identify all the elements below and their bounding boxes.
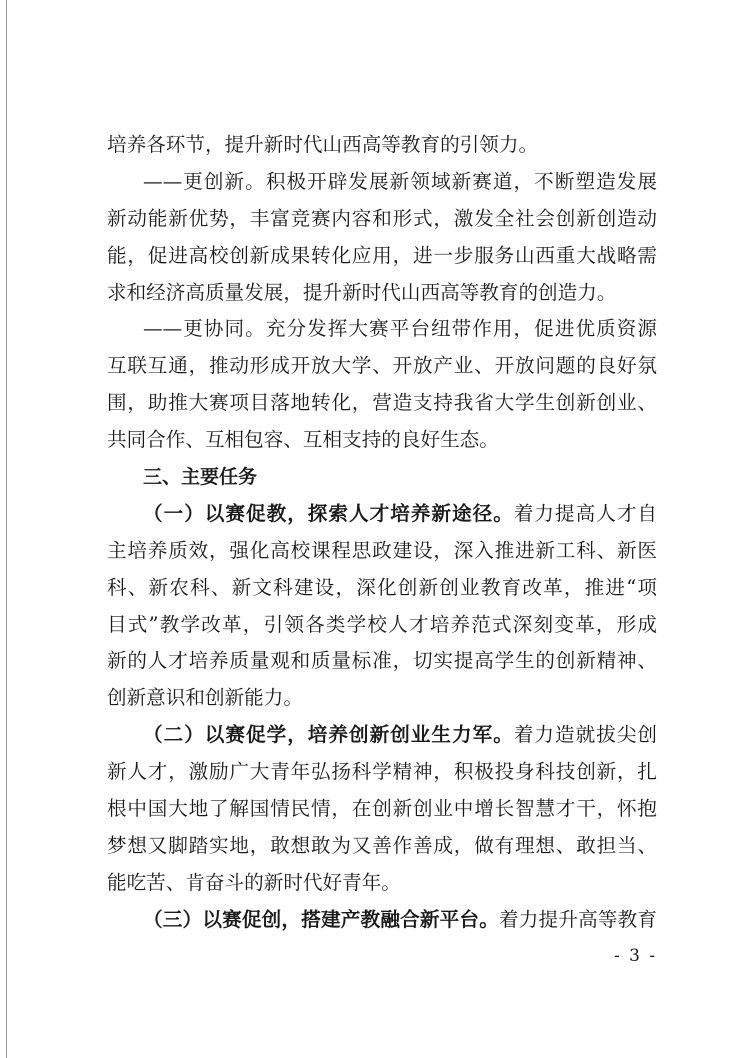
paragraph-line	[107, 902, 657, 939]
subsection-title: （三）以赛促创，搭建产教融合新平台。	[143, 907, 499, 931]
paragraph-line: 根中国大地了解国情民情，在创新创业中增长智慧才干，怀抱	[107, 797, 657, 821]
paragraph-line: 目式”教学改革，引领各类学校人才培养范式深刻变革，形成	[107, 612, 657, 636]
paragraph-line: ——更协同。充分发挥大赛平台纽带作用，促进优质资源	[143, 317, 657, 341]
paragraph-line: 新动能新优势，丰富竞赛内容和形式，激发全社会创新创造动	[107, 206, 657, 230]
paragraph-line	[107, 496, 657, 533]
paragraph-line: 新的人才培养质量观和质量标准，切实提高学生的创新精神、	[107, 649, 657, 673]
paragraph-line: 求和经济高质量发展，提升新时代山西高等教育的创造力。	[107, 280, 617, 304]
paragraph-line: 共同合作、互相包容、互相支持的良好生态。	[107, 428, 499, 452]
paragraph-line: ——更创新。积极开辟发展新领域新赛道，不断塑造发展	[143, 169, 657, 193]
subsection-title: （二）以赛促学，培养创新创业生力军。	[143, 723, 514, 747]
page-left-edge	[6, 0, 7, 1058]
paragraph-line: 主培养质效，强化高校课程思政建设，深入推进新工科、新医	[107, 538, 657, 562]
paragraph-line	[107, 717, 657, 754]
paragraph-line: 互联互通，推动形成开放大学、开放产业、开放问题的良好氛	[107, 354, 657, 378]
subsection-title: （一）以赛促教，探索人才培养新途径。	[143, 501, 514, 525]
paragraph-line: 创新意识和创新能力。	[107, 686, 303, 710]
paragraph-line: 培养各环节，提升新时代山西高等教育的引领力。	[107, 133, 539, 156]
section-heading: 三、主要任务	[143, 466, 258, 489]
paragraph-line: 梦想又脚踏实地，敢想敢为又善作善成，做有理想、敢担当、	[107, 833, 657, 857]
paragraph-line: 新人才，激励广大青年弘扬科学精神，积极投身科技创新，扎	[107, 760, 657, 784]
paragraph-text: 着力造就拔尖创	[513, 723, 657, 747]
page-number: - 3 -	[614, 946, 658, 966]
paragraph-line: 科、新农科、新文科建设，深化创新创业教育改革，推进“项	[107, 575, 657, 599]
paragraph-line: 围，助推大赛项目落地转化，营造支持我省大学生创新创业、	[107, 391, 657, 415]
paragraph-line: 能吃苦、肯奋斗的新时代好青年。	[107, 870, 401, 894]
paragraph-text: 着力提高人才自	[513, 501, 657, 525]
paragraph-text: 着力提升高等教育	[498, 907, 657, 931]
document-body	[107, 127, 657, 939]
paragraph-line: 能，促进高校创新成果转化应用，进一步服务山西重大战略需	[107, 243, 657, 267]
